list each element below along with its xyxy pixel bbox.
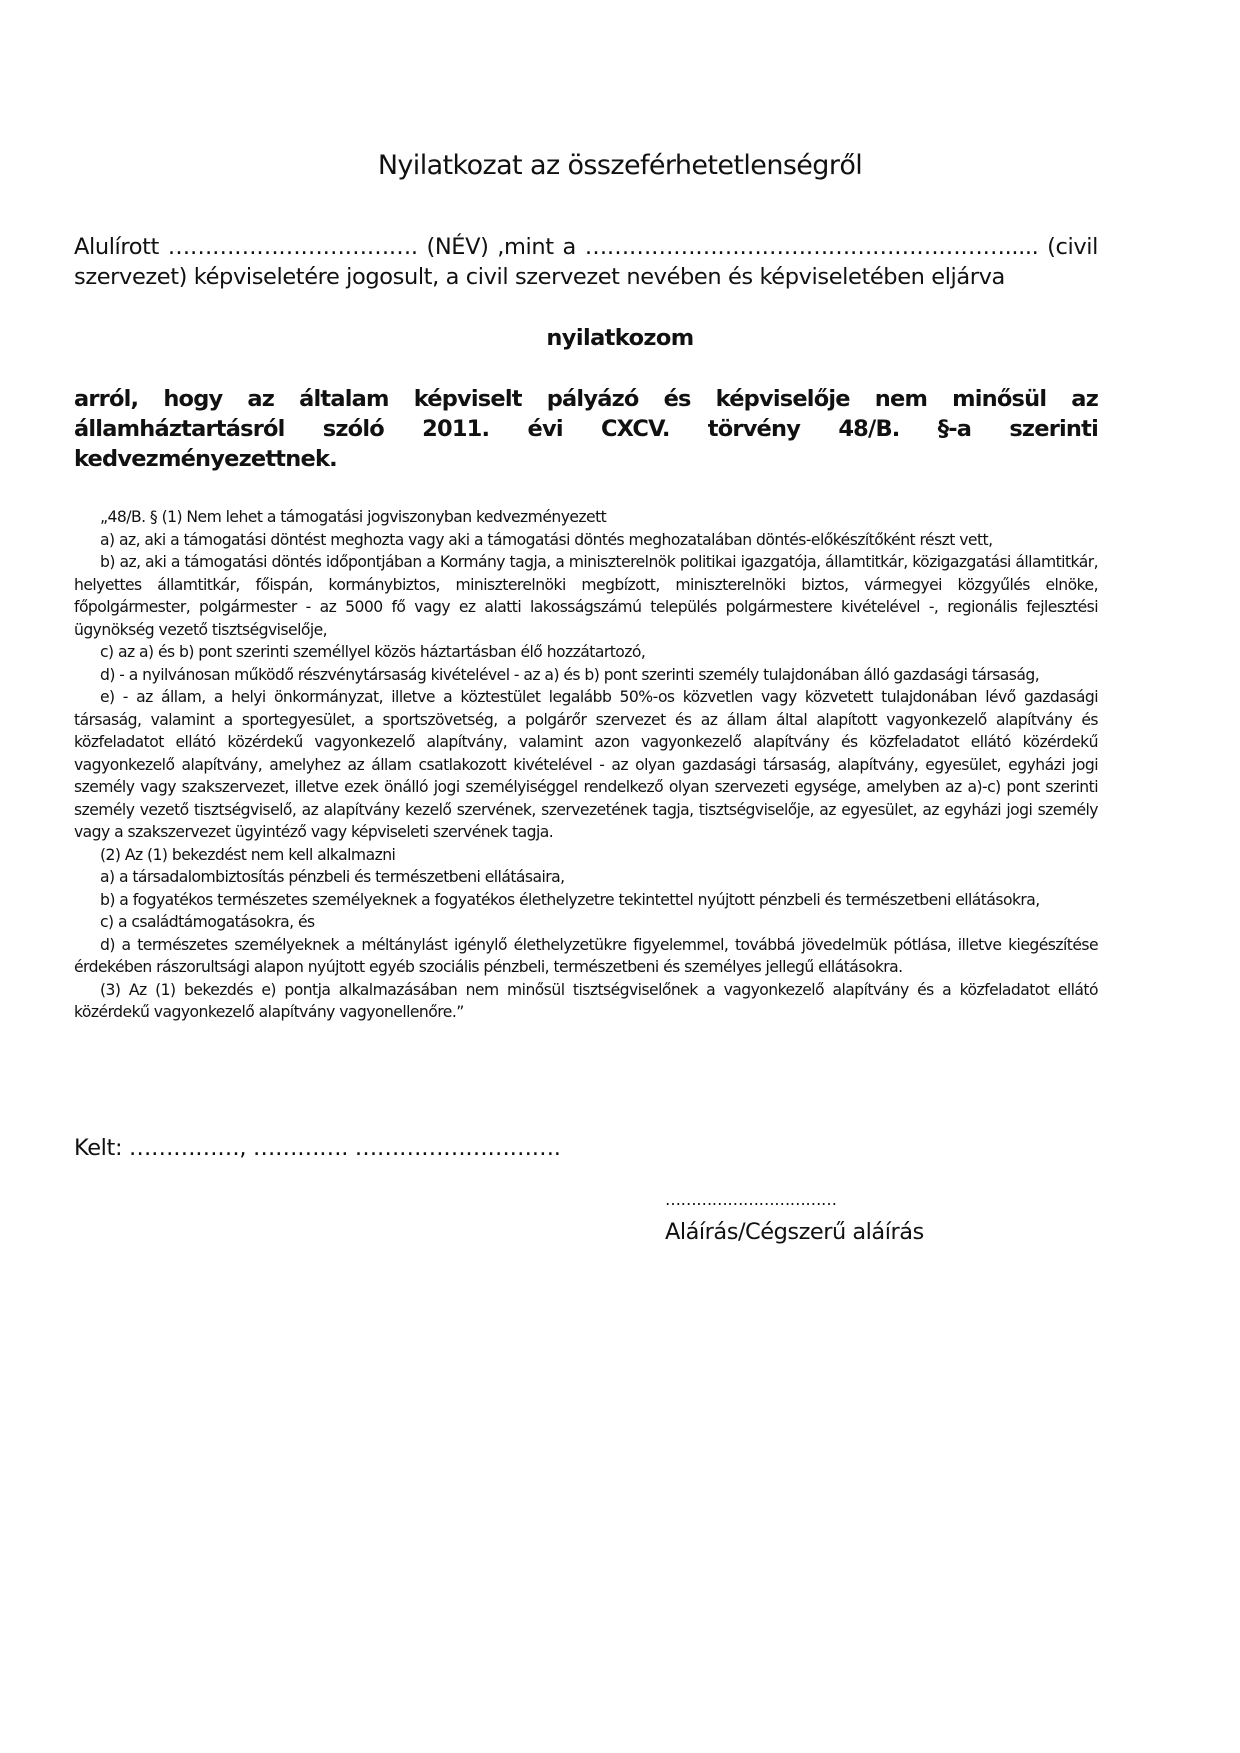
signature-label: Aláírás/Cégszerű aláírás xyxy=(665,1219,924,1245)
declaration-heading: nyilatkozom xyxy=(546,325,694,351)
date-place-line: Kelt: ……………, …………. ………………………. xyxy=(74,1135,561,1161)
law-paragraph: d) a természetes személyeknek a méltánylást igénylő élethelyzetükre figyelemmel, továbbá jövedelmük pótlása, illetve kiegészítése érdekében rászorultsági alapon nyújtott egyéb szociális pénzbeli, természetbeni és személyes jellegű ellátásokra. xyxy=(74,935,1098,976)
law-paragraph: a) az, aki a támogatási döntést meghozta vagy aki a támogatási döntés meghozatalában döntés-előkészítőként részt vett, xyxy=(100,530,993,549)
law-paragraph: b) a fogyatékos természetes személyeknek a fogyatékos élethelyzetre tekintettel nyújtott pénzbeli és természetbeni ellátásokra, xyxy=(100,890,1040,909)
law-paragraph: d) - a nyilvánosan működő részvénytársaság kivételével - az a) és b) pont szerinti személy tulajdonában álló gazdasági társaság, xyxy=(100,665,1040,684)
document-title: Nyilatkozat az összeférhetetlenségről xyxy=(377,150,863,181)
law-excerpt xyxy=(74,506,1098,1024)
declaration-statement: arról, hogy az általam képviselt pályázó és képviselője nem minősül az államháztartásról szóló 2011. évi CXCV. törvény 48/B. §-a szerinti kedvezményezettnek. xyxy=(74,386,1098,472)
law-paragraph: c) az a) és b) pont szerinti személlyel közös háztartásban élő hozzátartozó, xyxy=(100,643,646,661)
signature-line: …………………………… xyxy=(665,1190,837,1209)
intro-paragraph: Alulírott ……………………………. (NÉV) ,mint a …………………………………………………..... (civil szervezet) képviseletére jogosult, a civil szervezet nevében és képviseletében eljárva xyxy=(74,234,1098,290)
law-paragraph: b) az, aki a támogatási döntés időpontjában a Kormány tagja, a miniszterelnök politikai igazgatója, államtitkár, közigazgatási államtitkár, helyettes államtitkár, főispán, kormánybiztos, miniszterelnöki megbízott, miniszterelnöki biztos, vármegyei közgyűlés elnöke, főpolgármester, polgármester - az 5000 fő vagy ez alatti lakosságszámú település polgármestere kivételével -, regionális fejlesztési ügynökség vezető tisztségviselője, xyxy=(74,553,1098,639)
law-paragraph: c) a családtámogatásokra, és xyxy=(100,913,315,931)
law-paragraph: a) a társadalombiztosítás pénzbeli és természetbeni ellátásaira, xyxy=(100,868,565,886)
law-paragraph: (2) Az (1) bekezdést nem kell alkalmazni xyxy=(100,845,396,864)
law-paragraph: e) - az állam, a helyi önkormányzat, illetve a köztestület legalább 50%-os közvetlen vagy közvetett tulajdonában lévő gazdasági társaság, valamint a sportegyesület, a sportszövetség, a polgárőr szervezet és az állam által alapított vagyonkezelő alapítvány és közfeladatot ellátó közérdekű vagyonkezelő alapítvány, valamint azon vagyonkezelő alapítvány és közfeladatot ellátó közérdekű vagyonkezelő alapítvány, amelyhez az állam csatlakozott kivételével - az olyan gazdasági társaság, alapítvány, egyesület, egyházi jogi személy vagy szakszervezet, illetve ezek önálló jogi személyiséggel rendelkező olyan szervezeti egysége, amelyben az a)-c) pont szerinti személy vezető tisztségviselő, az alapítvány kezelő szervének, szervezetének tagja, tisztségviselője, az egyesület, az egyházi jogi személy vagy a szakszervezet ügyintéző vagy képviseleti szervének tagja. xyxy=(74,688,1098,841)
law-paragraph: (3) Az (1) bekezdés e) pontja alkalmazásában nem minősül tisztségviselőnek a vagyonkezelő alapítvány és a közfeladatot ellátó közérdekű vagyonkezelő alapítvány vagyonellenőre.” xyxy=(74,980,1098,1021)
law-paragraph: „48/B. § (1) Nem lehet a támogatási jogviszonyban kedvezményezett xyxy=(100,508,607,526)
